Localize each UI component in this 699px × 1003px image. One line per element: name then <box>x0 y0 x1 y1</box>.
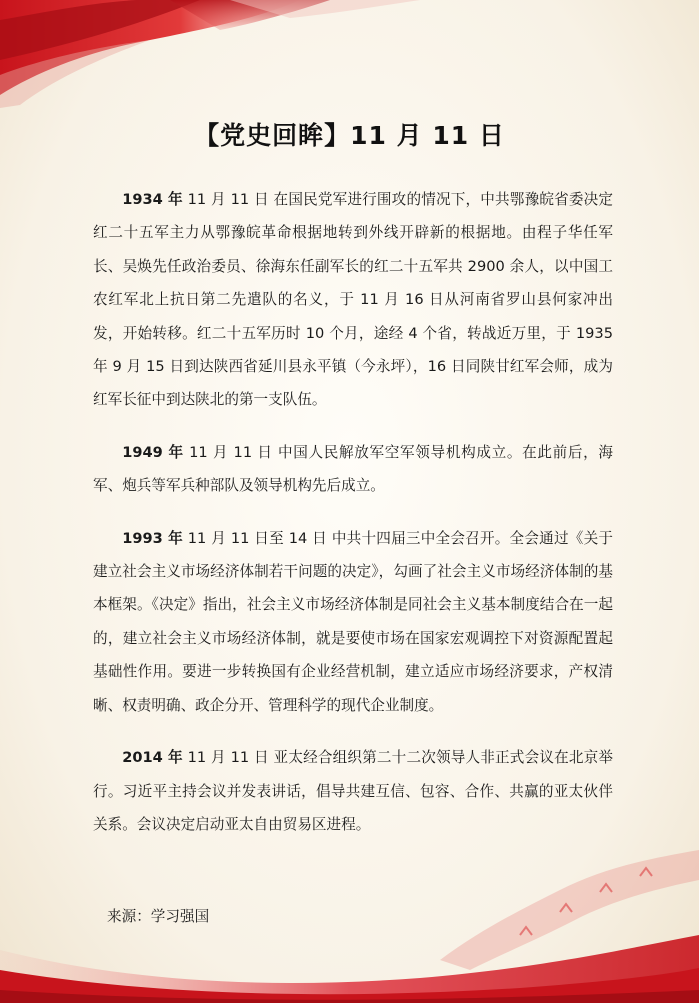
history-entry-2014 <box>93 741 613 841</box>
entry-text: 11 月 11 日 亚太经合组织第二十二次领导人非正式会议在北京举行。习近平主持会议并发表讲话，倡导共建互信、包容、合作、共赢的亚太伙伴关系。会议决定启动亚太自由贸易区进程。 <box>93 749 613 833</box>
source-credit: 来源：学习强国 <box>107 908 210 925</box>
entry-year: 1993 年 <box>122 529 183 547</box>
history-entry-1949 <box>93 436 613 503</box>
entry-text: 11 月 11 日 中国人民解放军空军领导机构成立。在此前后，海军、炮兵等军兵种部队及领导机构先后成立。 <box>93 443 613 495</box>
entry-text: 11 月 11 日至 14 日 中共十四届三中全会召开。全会通过《关于建立社会主义市场经济体制若干问题的决定》，勾画了社会主义市场经济体制的基本框架。《决定》指出，社会主义市场经济体制是同社会主义基本制度结合在一起的，建立社会主义市场经济体制，就是要使市场在国家宏观调控下对资源配置起基础性作用。要进一步转换国有企业经营机制，建立适应市场经济要求，产权清晰、权责明确、政企分开、管理科学的现代企业制度。 <box>93 529 614 714</box>
entry-year: 2014 年 <box>122 749 183 767</box>
page-title: 【党史回眸】11 月 11 日 <box>194 121 505 150</box>
article-body <box>93 183 613 860</box>
history-entry-1934 <box>93 183 613 417</box>
entry-year: 1949 年 <box>122 443 184 461</box>
entry-text: 11 月 11 日 在国民党军进行围攻的情况下，中共鄂豫皖省委决定红二十五军主力从鄂豫皖革命根据地转到外线开辟新的根据地。由程子华任军长、吴焕先任政治委员、徐海东任副军长的红二十五军共 2900 余人，以中国工农红军北上抗日第二先遣队的名义，于 11 月 16 日从河南省罗山县何家冲出发，开始转移。红二十五军历时 10 个月，途经 4 个省，转战近万里，于 1935 年 9 月 15 日到达陕西省延川县永平镇（今永坪），16 日同陕甘红军会师，成为红军长征中到达陕北的第一支队伍。 <box>93 191 613 409</box>
entry-year: 1934 年 <box>122 191 183 208</box>
history-entry-1993 <box>93 522 613 722</box>
